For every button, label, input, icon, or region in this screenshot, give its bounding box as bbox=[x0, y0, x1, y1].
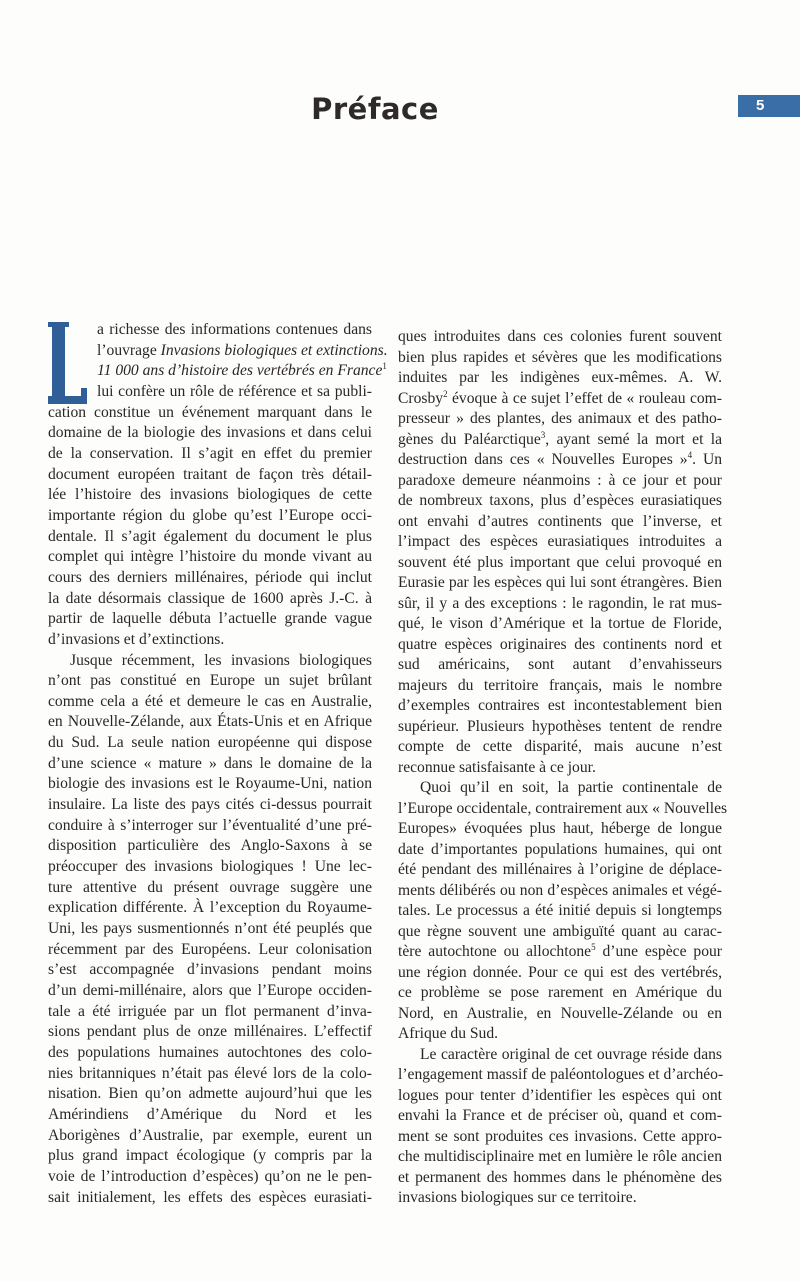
text-segment: complet qui intègre l’histoire du monde vivant au bbox=[48, 548, 372, 566]
text-segment: d’invasions et d’extinctions. bbox=[48, 630, 225, 648]
text-line bbox=[398, 553, 722, 574]
text-line bbox=[398, 819, 722, 840]
text-line bbox=[398, 717, 722, 738]
text-segment: une région donnée. Pour ce qui est des vertébrés, bbox=[398, 963, 722, 981]
text-segment: cation constitue un événement marquant dans le bbox=[48, 403, 372, 421]
text-line bbox=[398, 778, 722, 799]
page-number-tab: 5 bbox=[738, 95, 800, 117]
text-segment: n’ont pas constitué en Europe un sujet brûlant bbox=[48, 672, 372, 690]
italic-title: Invasions biologiques et extinctions. bbox=[160, 341, 388, 359]
text-segment: Nord, en Australie, en Nouvelle-Zélande ou en bbox=[398, 1004, 722, 1022]
text-segment: d’une science « mature » dans le domaine de la bbox=[48, 754, 372, 772]
footnote-marker: 2 bbox=[443, 388, 448, 399]
text-line bbox=[48, 1022, 372, 1043]
text-line bbox=[48, 671, 372, 692]
text-segment: récemment par des Européens. Leur colonisation bbox=[48, 940, 372, 958]
text-line bbox=[48, 795, 372, 816]
text-line bbox=[48, 774, 372, 795]
text-line bbox=[48, 403, 372, 424]
text-segment: Uni, les pays susmentionnés n’ont été peuplés que bbox=[48, 920, 372, 938]
text-line bbox=[398, 1086, 722, 1107]
text-line bbox=[398, 573, 722, 594]
text-line bbox=[398, 737, 722, 758]
text-line bbox=[398, 1106, 722, 1127]
text-segment: compte de cette disparité, mais aucune n’est bbox=[398, 738, 722, 755]
text-segment: presseur » des plantes, des animaux et des patho- bbox=[398, 410, 722, 427]
text-line bbox=[398, 512, 722, 533]
text-line bbox=[398, 348, 722, 369]
text-segment: en Nouvelle-Zélande, aux États-Unis et en Afrique bbox=[48, 713, 372, 731]
text-segment: Afrique du Sud. bbox=[398, 1025, 499, 1042]
text-segment: dentale. Il s’agit également du document le plus bbox=[48, 527, 372, 545]
text-line bbox=[48, 320, 372, 341]
italic-title: 11 000 ans d’histoire des vertébrés en France bbox=[97, 362, 383, 380]
text-segment: lui confère un rôle de référence et sa publi- bbox=[97, 382, 372, 400]
text-line bbox=[398, 430, 722, 451]
text-line bbox=[48, 960, 372, 981]
text-segment: Quoi qu’il en soit, la partie continentale de bbox=[420, 779, 722, 796]
text-segment: été pendant des millénaires à l’origine de déplace- bbox=[398, 861, 722, 878]
text-segment: Le caractère original de cet ouvrage réside dans bbox=[420, 1045, 722, 1063]
text-segment: Europes» évoquées plus haut, héberge de longue bbox=[398, 820, 722, 837]
text-segment: . Un bbox=[692, 451, 722, 468]
text-line bbox=[48, 754, 372, 775]
text-line bbox=[48, 547, 372, 568]
text-segment: de nombreux taxons, plus d’espèces eurasiatiques bbox=[398, 492, 722, 509]
text-segment: majeurs du territoire français, mais le nombre bbox=[398, 676, 722, 694]
text-segment: reconnue satisfaisante à ce jour. bbox=[398, 758, 596, 776]
text-segment: de la conservation. Il s’agit en effet du premier bbox=[48, 444, 372, 462]
text-segment: Aborigènes d’Australie, par exemple, eurent un bbox=[48, 1126, 372, 1144]
text-line bbox=[398, 614, 722, 635]
text-line bbox=[48, 836, 372, 857]
text-segment: a richesse des informations contenues dans bbox=[97, 321, 372, 338]
text-segment: document européen traitant de façon très détail- bbox=[48, 465, 372, 483]
text-segment: d’une espèce pour bbox=[595, 943, 722, 960]
text-segment: ques introduites dans ces colonies furent souvent bbox=[398, 328, 722, 345]
text-segment: l’ouvrage bbox=[97, 341, 161, 359]
text-line bbox=[48, 609, 372, 630]
text-line bbox=[48, 898, 372, 919]
footnote-marker: 5 bbox=[591, 942, 596, 952]
text-segment: insulaire. La liste des pays cités ci-dessus pourrait bbox=[48, 796, 372, 814]
text-segment: qué, le vison d’Amérique et la tortue de Floride, bbox=[398, 615, 722, 632]
text-line bbox=[48, 485, 372, 506]
text-line bbox=[48, 423, 372, 444]
text-segment: Eurasie par les espèces qui lui sont étrangères. Bien bbox=[398, 574, 722, 591]
text-segment: l’impact des espèces eurasiatiques introduites a bbox=[398, 533, 722, 550]
text-line bbox=[398, 922, 722, 943]
text-segment: ment se sont produites ces invasions. Cette appro- bbox=[398, 1127, 722, 1145]
text-line bbox=[398, 840, 722, 861]
text-segment: explication différente. À l’exception du Royaume- bbox=[48, 899, 372, 917]
text-line bbox=[398, 327, 722, 348]
text-segment: nisation. Bien qu’on admette aujourd’hui que les bbox=[48, 1085, 372, 1103]
text-line bbox=[48, 712, 372, 733]
text-column-left bbox=[48, 320, 388, 1208]
text-line bbox=[398, 655, 722, 676]
text-segment: , ayant semé la mort et la bbox=[545, 430, 722, 448]
text-line bbox=[48, 589, 372, 610]
text-line bbox=[48, 527, 372, 548]
text-segment: date d’importantes populations humaines, qui ont bbox=[398, 840, 722, 858]
text-segment: nies britanniques n’était pas élevé lors de la colo- bbox=[48, 1064, 372, 1082]
page-title: Préface bbox=[311, 92, 439, 126]
text-segment: ture attentive du présent ouvrage suggère une bbox=[48, 878, 372, 896]
text-line bbox=[398, 696, 722, 717]
text-line bbox=[48, 1188, 372, 1209]
text-line bbox=[398, 491, 722, 512]
text-line bbox=[48, 1084, 372, 1105]
text-line bbox=[398, 409, 722, 430]
text-line bbox=[48, 940, 372, 961]
text-line bbox=[398, 1024, 722, 1045]
text-segment: d’exemples contraires est incontestablement bien bbox=[398, 697, 722, 714]
text-segment: tale a été irriguée par un flot permanent d’inva- bbox=[48, 1002, 372, 1020]
text-line bbox=[398, 1045, 722, 1066]
text-line bbox=[398, 860, 722, 881]
text-segment: bien plus rapides et sévères que les modifications bbox=[398, 348, 722, 366]
text-segment: logues pour tenter d’identifier les espèces qui ont bbox=[398, 1086, 722, 1104]
text-segment: cours des derniers millénaires, période qui inclut bbox=[48, 568, 372, 586]
text-segment: voie de l’introduction d’espèces) qu’on ne le pen- bbox=[48, 1167, 372, 1185]
text-line bbox=[398, 901, 722, 922]
text-line bbox=[48, 981, 372, 1002]
text-segment: paradoxe demeure néanmoins : à ce jour et pour bbox=[398, 471, 722, 489]
text-line bbox=[398, 450, 722, 471]
text-segment: sait initialement, les effets des espèces eurasiati- bbox=[48, 1188, 372, 1206]
text-line bbox=[398, 471, 722, 492]
text-segment: che multidisciplinaire met en lumière le rôle ancien bbox=[398, 1148, 722, 1165]
text-segment: conduire à s’interroger sur l’éventualité d’une pré- bbox=[48, 816, 372, 834]
text-segment: préoccuper des invasions biologiques ! Une lec- bbox=[48, 858, 372, 876]
text-line bbox=[48, 733, 372, 754]
text-segment: envahi la France et de préciser où, quand et com- bbox=[398, 1107, 722, 1124]
text-line bbox=[398, 594, 722, 615]
text-line bbox=[48, 341, 388, 362]
text-segment: biologie des invasions est le Royaume-Uni, nation bbox=[48, 775, 372, 793]
text-line bbox=[398, 942, 722, 963]
text-line bbox=[48, 444, 372, 465]
text-segment: l’Europe occidentale, contrairement aux « Nouvelles bbox=[398, 799, 728, 817]
text-segment: induites par les indigènes eux-mêmes. A. W. bbox=[398, 369, 722, 386]
text-line bbox=[48, 630, 372, 651]
text-segment: souvent été plus important que celui provoqué en bbox=[398, 553, 722, 571]
text-segment: importante région du globe qu’est l’Europe occi- bbox=[48, 506, 372, 524]
footnote-marker: 4 bbox=[687, 450, 693, 460]
text-line bbox=[398, 1065, 722, 1086]
text-line bbox=[48, 465, 372, 486]
text-segment: du Sud. La seule nation européenne qui dispose bbox=[48, 734, 372, 752]
text-line bbox=[48, 1043, 372, 1064]
text-segment: plus grand impact écologique (y compris par la bbox=[48, 1147, 372, 1165]
text-line bbox=[48, 506, 372, 527]
text-segment: ont envahi d’autres continents que l’inverse, et bbox=[398, 512, 722, 530]
text-line bbox=[48, 1126, 372, 1147]
text-segment: et permanent des hommes dans le phénomène des bbox=[398, 1168, 722, 1186]
text-segment: l’engagement massif de paléontologues et d’archéo- bbox=[398, 1066, 724, 1083]
text-line bbox=[48, 1146, 372, 1167]
text-line bbox=[48, 919, 372, 940]
footnote-marker: 3 bbox=[540, 429, 546, 440]
text-line bbox=[48, 692, 372, 713]
text-segment: ments délibérés ou non d’espèces animales et végé- bbox=[398, 881, 722, 899]
text-segment: la date désormais classique de 1600 après J.-C. à bbox=[48, 589, 372, 607]
text-segment: destruction dans ces « Nouvelles Europes » bbox=[398, 451, 688, 468]
text-segment: sûr, il y a des exceptions : le ragondin, le rat mus- bbox=[398, 594, 722, 612]
text-segment: sud américains, sont autant d’envahisseurs bbox=[398, 656, 722, 673]
text-segment: domaine de la biologie des invasions et dans celui bbox=[48, 424, 372, 442]
text-segment: s’est accompagnée d’invasions pendant moins bbox=[48, 961, 372, 979]
text-segment: tère autochtone ou allochtone bbox=[398, 943, 592, 960]
text-line bbox=[398, 368, 722, 389]
text-line bbox=[48, 857, 372, 878]
text-segment: Jusque récemment, les invasions biologiques bbox=[70, 651, 372, 669]
text-line bbox=[48, 651, 372, 672]
text-segment: partir de laquelle débuta l’actuelle grande vague bbox=[48, 610, 372, 628]
text-line bbox=[398, 983, 722, 1004]
text-segment: comme cela a été et demeure le cas en Australie, bbox=[48, 692, 372, 710]
text-segment: supérieur. Plusieurs hypothèses tentent de rendre bbox=[398, 717, 722, 735]
text-segment: tales. Le processus a été initié depuis si longtemps bbox=[398, 902, 722, 919]
text-line bbox=[48, 1167, 372, 1188]
text-segment: lée l’histoire des invasions biologiques de cette bbox=[48, 486, 372, 504]
text-segment: des populations humaines autochtones des colo- bbox=[48, 1043, 372, 1061]
text-segment: quatre espèces originaires des continents nord et bbox=[398, 635, 722, 653]
text-line bbox=[398, 758, 722, 779]
text-line bbox=[398, 532, 722, 553]
text-line bbox=[398, 1127, 722, 1148]
text-line bbox=[398, 389, 722, 410]
text-segment: d’un demi-millénaire, alors que l’Europe occiden- bbox=[48, 982, 372, 999]
text-line bbox=[398, 1168, 722, 1189]
text-segment: ce problème se pose rarement en Amérique du bbox=[398, 984, 722, 1001]
text-line bbox=[398, 963, 722, 984]
text-line bbox=[48, 878, 372, 899]
text-line bbox=[398, 881, 722, 902]
text-segment: disposition particulière des Anglo-Saxons à se bbox=[48, 837, 372, 855]
text-segment: Amérindiens d’Amérique du Nord et les bbox=[48, 1105, 372, 1123]
text-line bbox=[398, 635, 722, 656]
text-line bbox=[398, 1188, 722, 1209]
text-column-right bbox=[398, 327, 728, 1209]
text-line bbox=[48, 1002, 372, 1023]
text-line bbox=[48, 361, 387, 382]
text-segment: sions pendant plus de onze millénaires. L’effectif bbox=[48, 1023, 372, 1041]
text-line bbox=[48, 1105, 372, 1126]
text-line bbox=[398, 1004, 722, 1025]
text-line bbox=[398, 799, 728, 820]
footnote-marker: 1 bbox=[382, 361, 387, 372]
text-segment: invasions biologiques sur ce territoire. bbox=[398, 1189, 637, 1206]
text-segment: que règne souvent une ambiguïté quant au carac- bbox=[398, 922, 722, 940]
text-line bbox=[398, 1147, 722, 1168]
text-segment: Crosby bbox=[398, 389, 444, 407]
text-segment: évoque à ce sujet l’effet de « rouleau com- bbox=[447, 389, 722, 407]
text-line bbox=[48, 1064, 372, 1085]
text-line bbox=[398, 676, 722, 697]
text-line bbox=[48, 568, 372, 589]
text-line bbox=[48, 382, 372, 403]
text-line bbox=[48, 816, 372, 837]
text-segment: gènes du Paléarctique bbox=[398, 430, 541, 448]
